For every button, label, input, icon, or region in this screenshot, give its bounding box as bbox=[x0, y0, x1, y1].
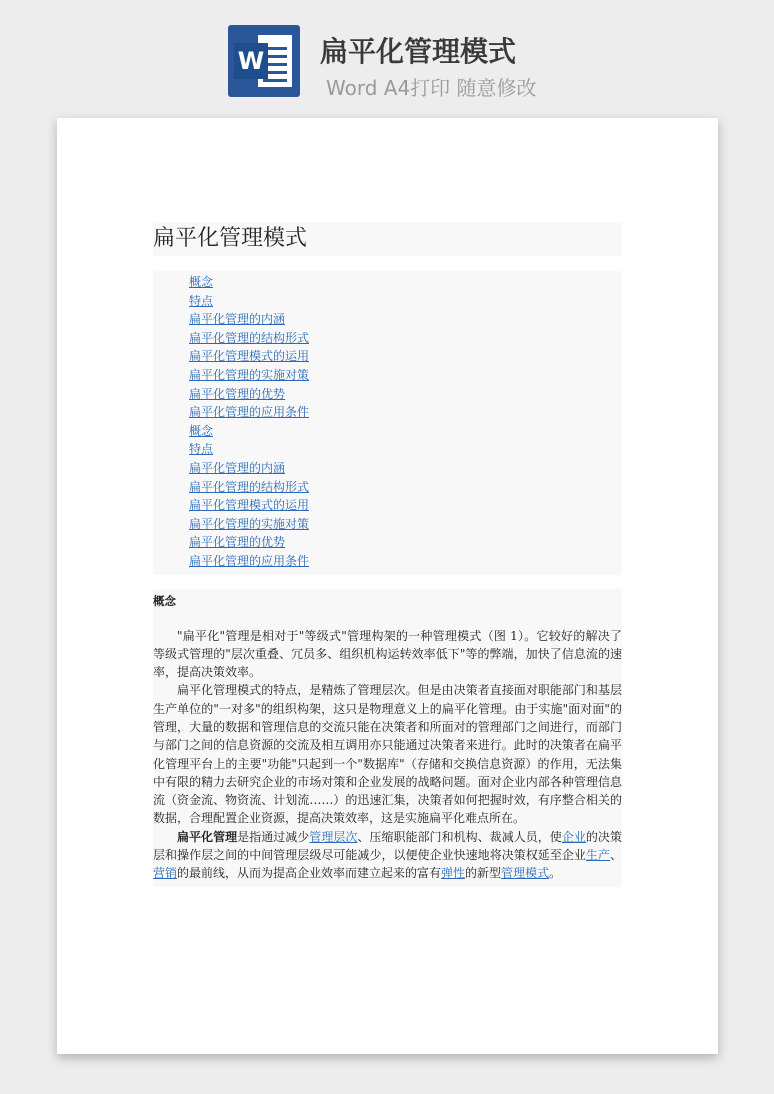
text-run: 的决策层和操作层之间的中间管理层级尽可能减少，以便使企业快速地将决策权延至企业 bbox=[153, 829, 622, 863]
table-of-contents bbox=[153, 271, 622, 575]
paragraph: "扁平化"管理是相对于"等级式"管理构架的一种管理模式（图 1）。它较好的解决了等级式管理的"层次重叠、冗员多、组织机构运转效率低下"等的弊端，加快了信息流的速率，提高决策效率。 bbox=[153, 628, 622, 680]
toc-link-features[interactable]: 特点 bbox=[189, 442, 214, 457]
toc-link-connotation[interactable]: 扁平化管理的内涵 bbox=[189, 460, 286, 475]
toc-link-application[interactable]: 扁平化管理模式的运用 bbox=[189, 349, 310, 364]
word-letter-icon: W bbox=[234, 43, 268, 79]
document-page bbox=[57, 118, 718, 1054]
toc-link-advantages[interactable]: 扁平化管理的优势 bbox=[189, 386, 286, 401]
toc-link-concept[interactable]: 概念 bbox=[189, 423, 214, 438]
toc-link-application[interactable]: 扁平化管理模式的运用 bbox=[189, 498, 310, 513]
concept-section bbox=[153, 589, 622, 887]
document-title: 扁平化管理模式 bbox=[153, 222, 622, 256]
link-management-levels[interactable]: 管理层次 bbox=[309, 829, 358, 844]
text-run: 。 bbox=[549, 866, 562, 881]
text-run: 、 bbox=[609, 848, 622, 863]
toc-link-connotation[interactable]: 扁平化管理的内涵 bbox=[189, 312, 286, 327]
banner-subtitle: Word A4打印 随意修改 bbox=[326, 76, 537, 100]
banner-header bbox=[0, 0, 774, 118]
toc-link-measures[interactable]: 扁平化管理的实施对策 bbox=[189, 367, 310, 382]
toc-link-features[interactable]: 特点 bbox=[189, 293, 214, 308]
banner-title: 扁平化管理模式 bbox=[320, 35, 517, 68]
link-enterprise[interactable]: 企业 bbox=[561, 829, 586, 844]
section-heading: 概念 bbox=[153, 593, 176, 608]
link-marketing[interactable]: 营销 bbox=[153, 866, 178, 881]
toc-link-structure[interactable]: 扁平化管理的结构形式 bbox=[189, 479, 310, 494]
document-content bbox=[153, 222, 622, 887]
text-run: 的新型 bbox=[465, 866, 502, 881]
link-management-mode[interactable]: 管理模式 bbox=[501, 866, 550, 881]
text-run: 的最前线，从而为提高企业效率而建立起来的富有 bbox=[177, 866, 442, 881]
word-app-icon bbox=[228, 25, 300, 97]
text-run: 是指通过减少 bbox=[237, 829, 310, 844]
paragraph bbox=[153, 828, 622, 883]
watermark bbox=[109, 498, 133, 527]
toc-link-conditions[interactable]: 扁平化管理的应用条件 bbox=[189, 405, 310, 420]
toc-link-concept[interactable]: 概念 bbox=[189, 275, 214, 289]
paragraph: 扁平化管理模式的特点，是精炼了管理层次。但是由决策者直接面对职能部门和基层生产单位的"一对多"的组织构架，这只是物理意义上的扁平化管理。由于实施"面对面"的管理，大量的数据和管理信息的交流只能在决策者和所面对的管理部门之间进行，而部门与部门之间的信息资源的交流及相互调用亦只能通过决策者来进行。此时的决策者在扁平化管理平台上的主要"功能"只起到一个"数据库"（存储和交换信息资源）的作用，无法集中有限的精力去研究企业的市场对策和企业发展的战略问题。面对企业内部各种管理信息流（资金流、物资流、计划流……）的迅速汇集，决策者如何把握时效，有序整合相关的数据，合理配置企业资源，提高决策效率，这是实施扁平化难点所在。 bbox=[153, 683, 622, 826]
link-elasticity[interactable]: 弹性 bbox=[441, 866, 466, 881]
bold-term: 扁平化管理 bbox=[177, 829, 238, 844]
toc-link-measures[interactable]: 扁平化管理的实施对策 bbox=[189, 516, 310, 531]
toc-link-conditions[interactable]: 扁平化管理的应用条件 bbox=[189, 553, 310, 568]
toc-link-advantages[interactable]: 扁平化管理的优势 bbox=[189, 535, 286, 550]
toc-link-structure[interactable]: 扁平化管理的结构形式 bbox=[189, 330, 310, 345]
text-run: 、压缩职能部门和机构、裁减人员，使 bbox=[357, 829, 562, 844]
link-production[interactable]: 生产 bbox=[585, 848, 610, 863]
